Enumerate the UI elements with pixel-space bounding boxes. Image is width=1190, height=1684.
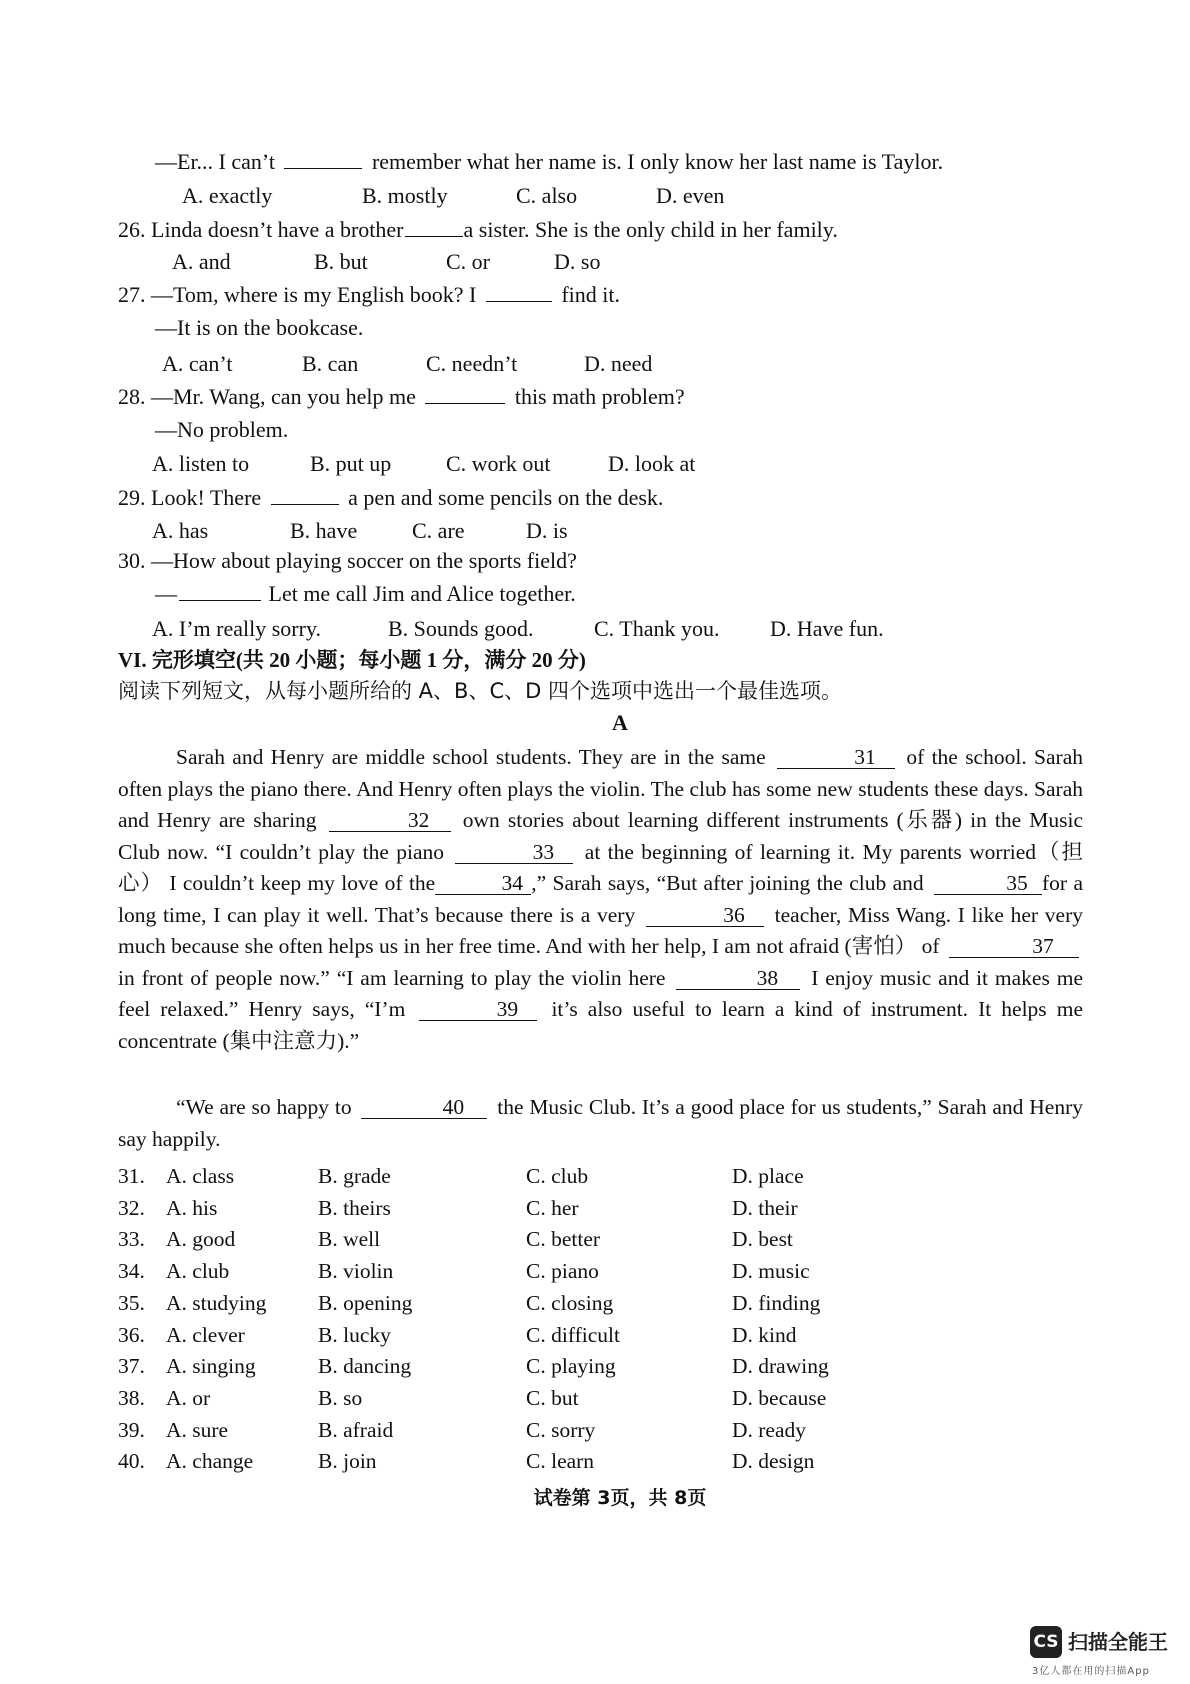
q28-option-a: A. listen to [152, 451, 250, 476]
answer-option-a: A. change [166, 1449, 254, 1474]
answer-option-b: B. afraid [318, 1417, 394, 1442]
blank-40: 40 [361, 1096, 487, 1119]
q30-number: 30. [118, 548, 146, 573]
answer-option-a: A. good [166, 1227, 236, 1252]
answer-option-c: C. better [526, 1227, 601, 1252]
q29-option-d: D. is [526, 518, 568, 543]
page-footer: 试卷第 3页，共 8页 [533, 1487, 707, 1509]
answer-option-d: D. because [732, 1385, 827, 1410]
answer-option-b: B. theirs [318, 1195, 391, 1220]
q28-blank [425, 403, 505, 404]
answer-option-b: B. so [318, 1385, 363, 1410]
passage-text: of the school. Sarah often plays the piano there. And Henry often plays the violin. The club has some new students these days. Sarah and Henry are sharing [118, 745, 1083, 832]
q27-option-a: A. can’t [162, 351, 233, 376]
q29-text-end: a pen and some pencils on the desk. [342, 485, 664, 510]
answer-option-b: B. dancing [318, 1354, 412, 1379]
answer-option-a: A. or [166, 1385, 211, 1410]
q27-text-end: find it. [555, 282, 621, 307]
blank-35: 35 [934, 872, 1042, 895]
answer-option-b: B. join [318, 1449, 377, 1474]
answer-option-d: D. drawing [732, 1354, 829, 1379]
answer-option-c: C. but [526, 1385, 579, 1410]
q27-number: 27. [118, 282, 146, 307]
q25-text-end: remember what her name is. I only know her last name is Taylor. [366, 149, 944, 174]
answer-option-d: D. ready [732, 1417, 807, 1442]
q27-blank [486, 301, 552, 302]
q25-option-b: B. mostly [362, 183, 448, 208]
q29-option-a: A. has [152, 518, 209, 543]
watermark-name: 扫描全能王 [1068, 1630, 1168, 1654]
answer-option-d: D. design [732, 1449, 815, 1474]
answer-number: 38. [118, 1385, 145, 1410]
answer-number: 33. [118, 1227, 145, 1252]
q30-option-c: C. Thank you. [594, 616, 720, 641]
q30-blank [179, 600, 261, 601]
answer-number: 32. [118, 1195, 145, 1220]
q26-text-start: Linda doesn’t have a brother [145, 217, 404, 242]
answer-number: 34. [118, 1259, 145, 1284]
q27-option-d: D. need [584, 351, 653, 376]
answer-option-a: A. sure [166, 1417, 229, 1442]
answer-option-a: A. his [166, 1195, 218, 1220]
q28-reply: —No problem. [155, 417, 289, 442]
passage-text: ,” Sarah says, “But after joining the club and [531, 871, 931, 895]
blank-34: 34 [435, 872, 531, 895]
answer-option-b: B. lucky [318, 1322, 391, 1347]
q29-text-start: Look! There [145, 485, 267, 510]
answer-option-d: D. music [732, 1259, 810, 1284]
q27-text-start: —Tom, where is my English book? I [145, 282, 482, 307]
q26-option-c: C. or [446, 249, 490, 274]
answer-option-b: B. opening [318, 1290, 413, 1315]
section-heading: VI. 完形填空(共 20 小题；每小题 1 分，满分 20 分) [118, 648, 586, 672]
section-instruction: 阅读下列短文，从每小题所给的 A、B、C、D 四个选项中选出一个最佳选项。 [118, 679, 842, 703]
answer-number: 36. [118, 1322, 145, 1347]
q29-line [118, 484, 663, 512]
blank-32: 32 [329, 809, 451, 832]
q27-option-c: C. needn’t [426, 351, 518, 376]
passage-text: own stories about learning different instruments (乐器) in the Music Club now. “I couldn’t play the piano [118, 808, 1083, 864]
q29-option-c: C. are [412, 518, 465, 543]
passage-text: “We are so happy to [176, 1095, 358, 1119]
answer-number: 31. [118, 1164, 145, 1188]
scanner-watermark [1030, 1622, 1180, 1680]
q26-number: 26. [118, 217, 146, 242]
answer-option-c: C. her [526, 1195, 579, 1220]
answer-number: 37. [118, 1354, 145, 1379]
answer-number: 35. [118, 1290, 145, 1315]
answer-option-d: D. kind [732, 1322, 797, 1347]
q30-reply-text: Let me call Jim and Alice together. [263, 581, 576, 606]
q28-line [118, 383, 685, 411]
q30-option-a: A. I’m really sorry. [152, 616, 322, 641]
passage-paragraph-2 [118, 1092, 1083, 1155]
q27-option-b: B. can [302, 351, 359, 376]
q25-line [155, 148, 943, 176]
blank-39: 39 [419, 998, 537, 1021]
q25-blank [284, 168, 362, 169]
passage-paragraph-1 [118, 742, 1083, 1057]
passage-text: teacher, Miss Wang. I like her very much because she often helps us in her free time. And with her help, I am not afraid (害怕） of [118, 902, 1084, 958]
camscanner-logo-icon: CS [1030, 1626, 1062, 1658]
q30-reply [155, 580, 576, 608]
answer-option-a: A. clever [166, 1322, 245, 1347]
q26-text-end: a sister. She is the only child in her family. [463, 217, 838, 242]
answer-number: 40. [118, 1449, 145, 1474]
q26-line [118, 216, 838, 244]
q26-blank [405, 236, 463, 237]
passage-text: for a long time, I can play it well. That’s because there is a very [118, 871, 1083, 927]
q26-option-b: B. but [314, 249, 368, 274]
q25-option-c: C. also [516, 183, 578, 208]
answer-option-c: C. difficult [526, 1322, 620, 1347]
q30-option-d: D. Have fun. [770, 616, 884, 641]
answer-option-c: C. sorry [526, 1417, 596, 1442]
passage-text: Sarah and Henry are middle school students. They are in the same [176, 745, 773, 769]
answer-option-c: C. piano [526, 1259, 599, 1284]
answer-option-d: D. their [732, 1195, 798, 1220]
q29-blank [271, 504, 339, 505]
passage-text: the Music Club. It’s a good place for us students,” Sarah and Henry say happily. [118, 1095, 1083, 1151]
answer-option-b: B. well [318, 1227, 381, 1252]
q26-option-a: A. and [172, 249, 231, 274]
passage-text: it’s also useful to learn a kind of instrument. It helps me concentrate (集中注意力).” [118, 997, 1083, 1053]
passage-text: in front of people now.” “I am learning to play the violin here [118, 965, 673, 990]
q28-text-start: —Mr. Wang, can you help me [145, 384, 422, 409]
q26-option-d: D. so [554, 249, 601, 274]
answer-number: 39. [118, 1417, 145, 1442]
passage-text: I enjoy music and it makes me feel relaxed.” Henry says, “I’m [118, 965, 1083, 1021]
answer-option-c: C. playing [526, 1354, 616, 1379]
q28-option-c: C. work out [446, 451, 551, 476]
answer-option-a: A. singing [166, 1354, 256, 1379]
q28-text-end: this math problem? [509, 384, 685, 409]
answer-option-a: A. class [166, 1164, 235, 1188]
q28-option-d: D. look at [608, 451, 696, 476]
answer-option-b: B. violin [318, 1259, 394, 1284]
answer-option-d: D. finding [732, 1290, 821, 1315]
q30-text: —How about playing soccer on the sports field? [145, 548, 577, 573]
answer-option-c: C. closing [526, 1290, 614, 1315]
watermark-tagline: 3亿人都在用的扫描App [1032, 1666, 1150, 1677]
blank-33: 33 [455, 841, 573, 864]
answer-option-a: A. studying [166, 1290, 267, 1315]
blank-36: 36 [646, 904, 764, 927]
answer-option-a: A. club [166, 1259, 230, 1284]
q25-option-d: D. even [656, 183, 725, 208]
q28-option-b: B. put up [310, 451, 392, 476]
passage-text: at the beginning of learning it. My parents worried（担心） I couldn’t keep my love of the [118, 839, 1083, 895]
q29-option-b: B. have [290, 518, 358, 543]
answer-option-c: C. club [526, 1164, 589, 1188]
q30-line [118, 547, 577, 575]
q30-reply-dash: — [155, 581, 177, 606]
q30-option-b: B. Sounds good. [388, 616, 534, 641]
q25-text-start: —Er... I can’t [155, 149, 281, 174]
q25-option-a: A. exactly [182, 183, 273, 208]
answer-option-d: D. place [732, 1164, 804, 1188]
blank-37: 37 [949, 935, 1079, 958]
q28-number: 28. [118, 384, 146, 409]
blank-31: 31 [777, 746, 895, 769]
q27-line [118, 281, 620, 309]
answer-option-d: D. best [732, 1227, 793, 1252]
answer-option-b: B. grade [318, 1164, 391, 1188]
blank-38: 38 [676, 967, 800, 990]
q27-reply: —It is on the bookcase. [155, 315, 364, 340]
part-label: A [612, 710, 628, 735]
q29-number: 29. [118, 485, 146, 510]
answer-option-c: C. learn [526, 1449, 595, 1474]
